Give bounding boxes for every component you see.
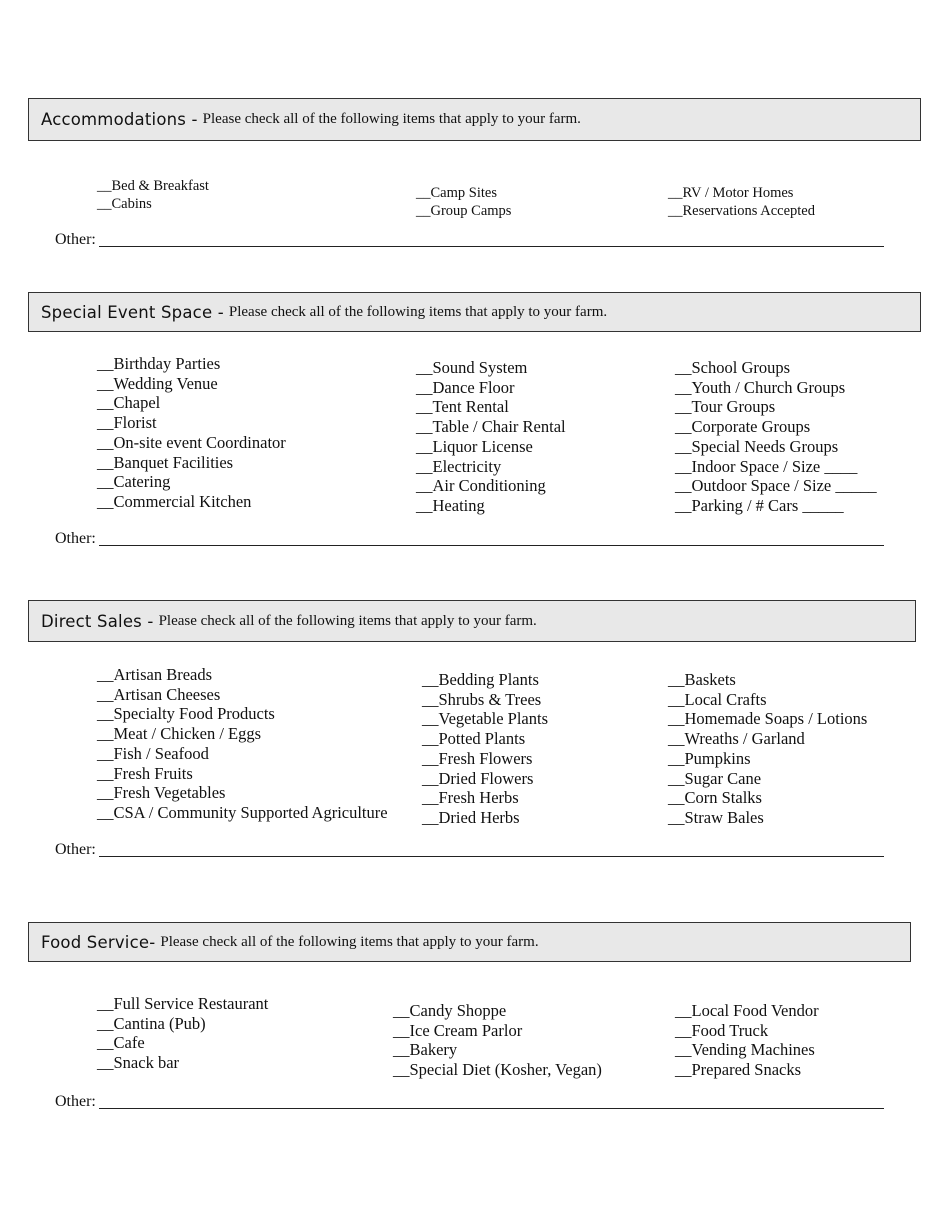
section-instruction: Please check all of the following items that apply to your farm. <box>228 303 608 320</box>
checklist-item[interactable]: __ Wreaths / Garland <box>668 729 867 749</box>
checklist-item[interactable]: __ Air Conditioning <box>416 476 566 496</box>
other-label: Other: <box>55 841 96 858</box>
checklist-item[interactable]: __ Parking / # Cars _____ <box>675 496 877 516</box>
checklist-item[interactable]: __ Special Diet (Kosher, Vegan) <box>393 1060 602 1080</box>
checklist-item[interactable]: __ Pumpkins <box>668 749 867 769</box>
direct-sales-col-3 <box>668 670 867 828</box>
checklist-item[interactable]: __ Fresh Herbs <box>422 788 548 808</box>
accommodations-col-3 <box>668 184 815 220</box>
checklist-item[interactable]: __ Cafe <box>97 1033 268 1053</box>
checklist-item[interactable]: __ Baskets <box>668 670 867 690</box>
checklist-item[interactable]: __ Artisan Breads <box>97 665 388 685</box>
checklist-item[interactable]: __ Tour Groups <box>675 397 877 417</box>
special-event-other[interactable] <box>55 530 884 548</box>
checklist-item[interactable]: __ Reservations Accepted <box>668 202 815 220</box>
checklist-item[interactable]: __ Ice Cream Parlor <box>393 1021 602 1041</box>
checklist-item[interactable]: __ Banquet Facilities <box>97 453 286 473</box>
section-instruction: Please check all of the following items that apply to your farm. <box>158 612 537 629</box>
special-event-space-header <box>28 292 921 332</box>
checklist-item[interactable]: __ Special Needs Groups <box>675 437 877 457</box>
checklist-item[interactable]: __ Local Crafts <box>668 690 867 710</box>
checklist-item[interactable]: __ RV / Motor Homes <box>668 184 815 202</box>
food-service-col-3 <box>675 1001 819 1080</box>
special-event-col-2 <box>416 358 566 516</box>
checklist-item[interactable]: __ Florist <box>97 413 286 433</box>
accommodations-header <box>28 98 921 141</box>
checklist-item[interactable]: __ Youth / Church Groups <box>675 378 877 398</box>
checklist-item[interactable]: __ Meat / Chicken / Eggs <box>97 724 388 744</box>
checklist-item[interactable]: __ CSA / Community Supported Agriculture <box>97 803 388 823</box>
other-line[interactable] <box>99 545 884 546</box>
checklist-item[interactable]: __ Tent Rental <box>416 397 566 417</box>
checklist-item[interactable]: __ Commercial Kitchen <box>97 492 286 512</box>
checklist-item[interactable]: __ Dried Flowers <box>422 769 548 789</box>
section-instruction: Please check all of the following items that apply to your farm. <box>160 933 539 950</box>
checklist-item[interactable]: __ Prepared Snacks <box>675 1060 819 1080</box>
other-line[interactable] <box>99 856 884 857</box>
checklist-item[interactable]: __ Candy Shoppe <box>393 1001 602 1021</box>
direct-sales-header <box>28 600 916 642</box>
checklist-item[interactable]: __ Straw Bales <box>668 808 867 828</box>
checklist-item[interactable]: __ Food Truck <box>675 1021 819 1041</box>
checklist-item[interactable]: __ Group Camps <box>416 202 511 220</box>
checklist-item[interactable]: __ Fish / Seafood <box>97 744 388 764</box>
checklist-item[interactable]: __ Bedding Plants <box>422 670 548 690</box>
section-title: Direct Sales - <box>41 611 154 631</box>
checklist-item[interactable]: __ Sound System <box>416 358 566 378</box>
accommodations-col-1 <box>97 177 209 213</box>
food-service-header <box>28 922 911 962</box>
checklist-item[interactable]: __ Wedding Venue <box>97 374 286 394</box>
checklist-item[interactable]: __ Chapel <box>97 393 286 413</box>
checklist-item[interactable]: __ Homemade Soaps / Lotions <box>668 709 867 729</box>
checklist-item[interactable]: __ Artisan Cheeses <box>97 685 388 705</box>
section-title: Food Service- <box>41 932 156 952</box>
checklist-item[interactable]: __ Birthday Parties <box>97 354 286 374</box>
checklist-item[interactable]: __ Catering <box>97 472 286 492</box>
checklist-item[interactable]: __ Liquor License <box>416 437 566 457</box>
other-line[interactable] <box>99 246 884 247</box>
checklist-item[interactable]: __ Corporate Groups <box>675 417 877 437</box>
food-service-other[interactable] <box>55 1093 884 1111</box>
checklist-item[interactable]: __ Table / Chair Rental <box>416 417 566 437</box>
checklist-item[interactable]: __ Camp Sites <box>416 184 511 202</box>
food-service-col-1 <box>97 994 268 1073</box>
direct-sales-col-1 <box>97 665 388 823</box>
other-label: Other: <box>55 231 96 248</box>
checklist-item[interactable]: __ Full Service Restaurant <box>97 994 268 1014</box>
checklist-item[interactable]: __ Fresh Vegetables <box>97 783 388 803</box>
section-title: Special Event Space - <box>41 302 224 322</box>
checklist-item[interactable]: __ Outdoor Space / Size _____ <box>675 476 877 496</box>
checklist-item[interactable]: __ Sugar Cane <box>668 769 867 789</box>
checklist-item[interactable]: __ On-site event Coordinator <box>97 433 286 453</box>
checklist-item[interactable]: __ Vending Machines <box>675 1040 819 1060</box>
checklist-item[interactable]: __ Fresh Flowers <box>422 749 548 769</box>
checklist-item[interactable]: __ Heating <box>416 496 566 516</box>
checklist-item[interactable]: __ Vegetable Plants <box>422 709 548 729</box>
other-label: Other: <box>55 530 96 547</box>
checklist-item[interactable]: __ Shrubs & Trees <box>422 690 548 710</box>
direct-sales-other[interactable] <box>55 841 884 859</box>
checklist-item[interactable]: __ Corn Stalks <box>668 788 867 808</box>
checklist-item[interactable]: __ Snack bar <box>97 1053 268 1073</box>
section-instruction: Please check all of the following items that apply to your farm. <box>202 111 581 127</box>
other-label: Other: <box>55 1093 96 1110</box>
checklist-item[interactable]: __ School Groups <box>675 358 877 378</box>
food-service-col-2 <box>393 1001 602 1080</box>
accommodations-col-2 <box>416 184 511 220</box>
checklist-item[interactable]: __ Cabins <box>97 195 209 213</box>
checklist-item[interactable]: __ Local Food Vendor <box>675 1001 819 1021</box>
checklist-item[interactable]: __ Dried Herbs <box>422 808 548 828</box>
accommodations-other[interactable] <box>55 231 884 249</box>
checklist-item[interactable]: __ Electricity <box>416 457 566 477</box>
special-event-col-1 <box>97 354 286 512</box>
checklist-item[interactable]: __ Specialty Food Products <box>97 704 388 724</box>
checklist-item[interactable]: __ Fresh Fruits <box>97 764 388 784</box>
checklist-item[interactable]: __ Potted Plants <box>422 729 548 749</box>
section-title: Accommodations - <box>41 110 198 129</box>
checklist-item[interactable]: __ Indoor Space / Size ____ <box>675 457 877 477</box>
checklist-item[interactable]: __ Dance Floor <box>416 378 566 398</box>
direct-sales-col-2 <box>422 670 548 828</box>
checklist-item[interactable]: __ Cantina (Pub) <box>97 1014 268 1034</box>
checklist-item[interactable]: __ Bed & Breakfast <box>97 177 209 195</box>
special-event-col-3 <box>675 358 877 516</box>
checklist-item[interactable]: __ Bakery <box>393 1040 602 1060</box>
other-line[interactable] <box>99 1108 884 1109</box>
